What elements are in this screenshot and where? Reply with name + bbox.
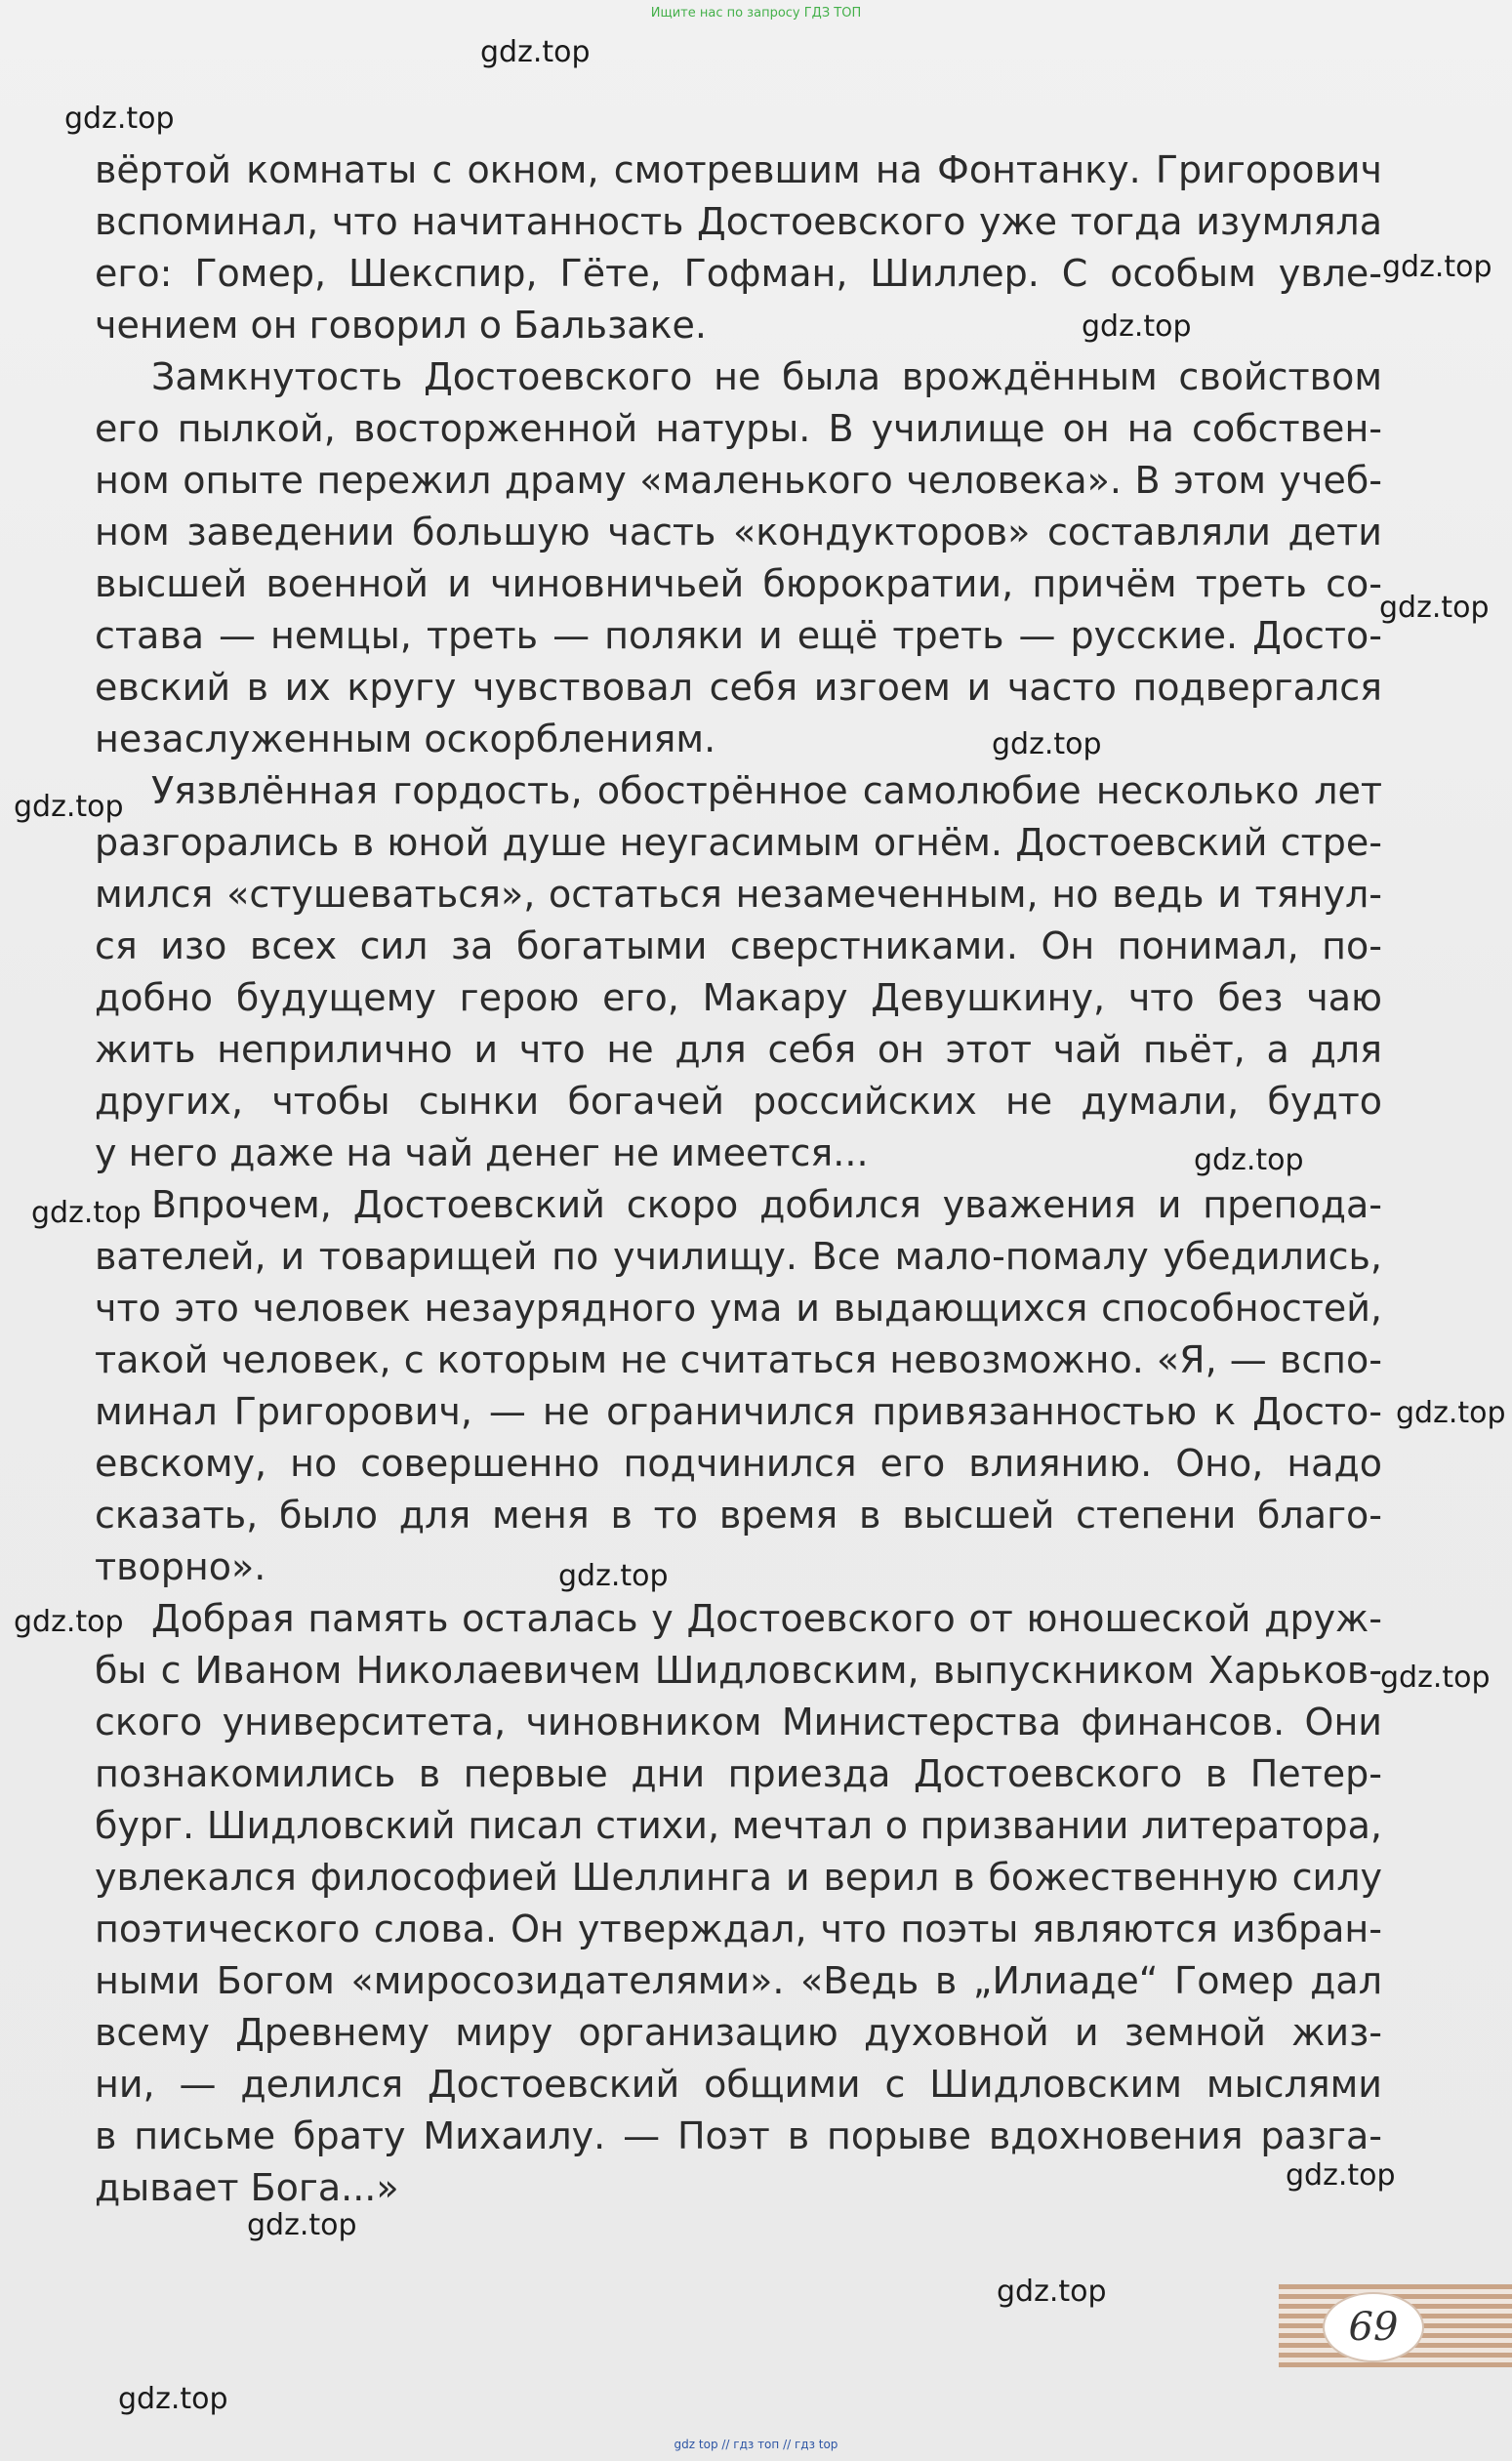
watermark: gdz.top (480, 35, 591, 69)
watermark: gdz.top (1380, 1661, 1491, 1695)
watermark: gdz.top (247, 2208, 357, 2242)
page-number: 69 (1348, 2305, 1399, 2350)
watermark: gdz.top (1286, 2158, 1396, 2193)
text-line: ном опыте пережил драму «маленького человека». В этом учеб- (95, 459, 1382, 502)
text-line: добно будущему герою его, Макару Девушкину, что без чаю (95, 976, 1382, 1019)
text-line: в письме брату Михаилу. — Поэт в порыве вдохновения разга- (95, 2114, 1382, 2157)
text-line: евский в их кругу чувствовал себя изгоем и часто подвергался (95, 666, 1382, 709)
text-line: увлекался философией Шеллинга и верил в божественную силу (95, 1856, 1382, 1899)
text-line: ном заведении большую часть «кондукторов» составляли дети (95, 511, 1382, 554)
text-line: Впрочем, Достоевский скоро добился уважения и препода- (151, 1183, 1382, 1226)
watermark: gdz.top (992, 727, 1102, 761)
text-line: сказать, было для меня в то время в высшей степени благо- (95, 1494, 1382, 1537)
watermark: gdz.top (1382, 250, 1492, 284)
watermark: gdz.top (1379, 591, 1490, 625)
watermark: gdz.top (1082, 309, 1192, 344)
text-line: дывает Бога...» (95, 2166, 399, 2209)
text-line: ными Богом «миросозидателями». «Ведь в „Илиаде“ Гомер дал (95, 1959, 1382, 2002)
text-line: познакомились в первые дни приезда Достоевского в Петер- (95, 1752, 1382, 1795)
text-line: у него даже на чай денег не имеется... (95, 1131, 869, 1174)
text-line: бург. Шидловский писал стихи, мечтал о призвании литератора, (95, 1804, 1382, 1847)
text-line: что это человек незаурядного ума и выдающихся способностей, (95, 1287, 1382, 1330)
top-banner: Ищите нас по запросу ГДЗ ТОП (650, 6, 862, 21)
text-line: поэтического слова. Он утверждал, что поэты являются избран- (95, 1907, 1382, 1950)
text-line: бы с Иваном Николаевичем Шидловским, выпускником Харьков- (95, 1649, 1382, 1692)
bottom-banner: gdz top // гдз топ // гдз top (674, 2438, 838, 2451)
text-line: такой человек, с которым не считаться невозможно. «Я, — вспо- (95, 1338, 1382, 1381)
text-line: жить неприлично и что не для себя он этот чай пьёт, а для (95, 1028, 1382, 1071)
watermark: gdz.top (1194, 1143, 1304, 1177)
text-line: Добрая память осталась у Достоевского от юношеской друж- (151, 1597, 1382, 1640)
watermark: gdz.top (64, 102, 175, 136)
text-line: мился «стушеваться», остаться незамеченным, но ведь и тянул- (95, 873, 1382, 916)
text-line: разгорались в юной душе неугасимым огнём. Достоевский стре- (95, 821, 1382, 864)
text-line: чением он говорил о Бальзаке. (95, 304, 707, 347)
text-line: всему Древнему миру организацию духовной и земной жиз- (95, 2011, 1382, 2054)
watermark: gdz.top (558, 1559, 669, 1593)
text-line: высшей военной и чиновничьей бюрократии, причём треть со- (95, 562, 1382, 605)
text-line: его: Гомер, Шекспир, Гёте, Гофман, Шиллер. С особым увле- (95, 252, 1382, 295)
text-line: вспоминал, что начитанность Достоевского уже тогда изумляла (95, 200, 1382, 243)
watermark: gdz.top (14, 790, 124, 824)
page-number-badge (1323, 2292, 1424, 2362)
body-text (95, 144, 1382, 2214)
text-line: ся изо всех сил за богатыми сверстниками. Он понимал, по- (95, 924, 1382, 967)
watermark: gdz.top (1396, 1396, 1506, 1430)
text-line: творно». (95, 1545, 266, 1588)
text-line: Замкнутость Достоевского не была врождённым свойством (151, 355, 1382, 398)
watermark: gdz.top (31, 1196, 142, 1230)
text-line: вёртой комнаты с окном, смотревшим на Фонтанку. Григорович (95, 148, 1382, 191)
text-line: вателей, и товарищей по училищу. Все мало-помалу убедились, (95, 1235, 1382, 1278)
text-line: других, чтобы сынки богачей российских не думали, будто (95, 1080, 1382, 1123)
text-line: ни, — делился Достоевский общими с Шидловским мыслями (95, 2063, 1382, 2106)
text-line: незаслуженным оскорблениям. (95, 718, 716, 760)
watermark: gdz.top (14, 1605, 124, 1639)
text-line: минал Григорович, — не ограничился привязанностью к Досто- (95, 1390, 1382, 1433)
text-line: Уязвлённая гордость, обострённое самолюбие несколько лет (151, 769, 1382, 812)
text-line: евскому, но совершенно подчинился его влиянию. Оно, надо (95, 1442, 1382, 1485)
text-line: става — немцы, треть — поляки и ещё треть — русские. Досто- (95, 614, 1382, 657)
watermark: gdz.top (118, 2382, 228, 2416)
text-line: его пылкой, восторженной натуры. В училище он на собствен- (95, 407, 1382, 450)
watermark: gdz.top (997, 2275, 1107, 2309)
text-line: ского университета, чиновником Министерства финансов. Они (95, 1701, 1382, 1743)
